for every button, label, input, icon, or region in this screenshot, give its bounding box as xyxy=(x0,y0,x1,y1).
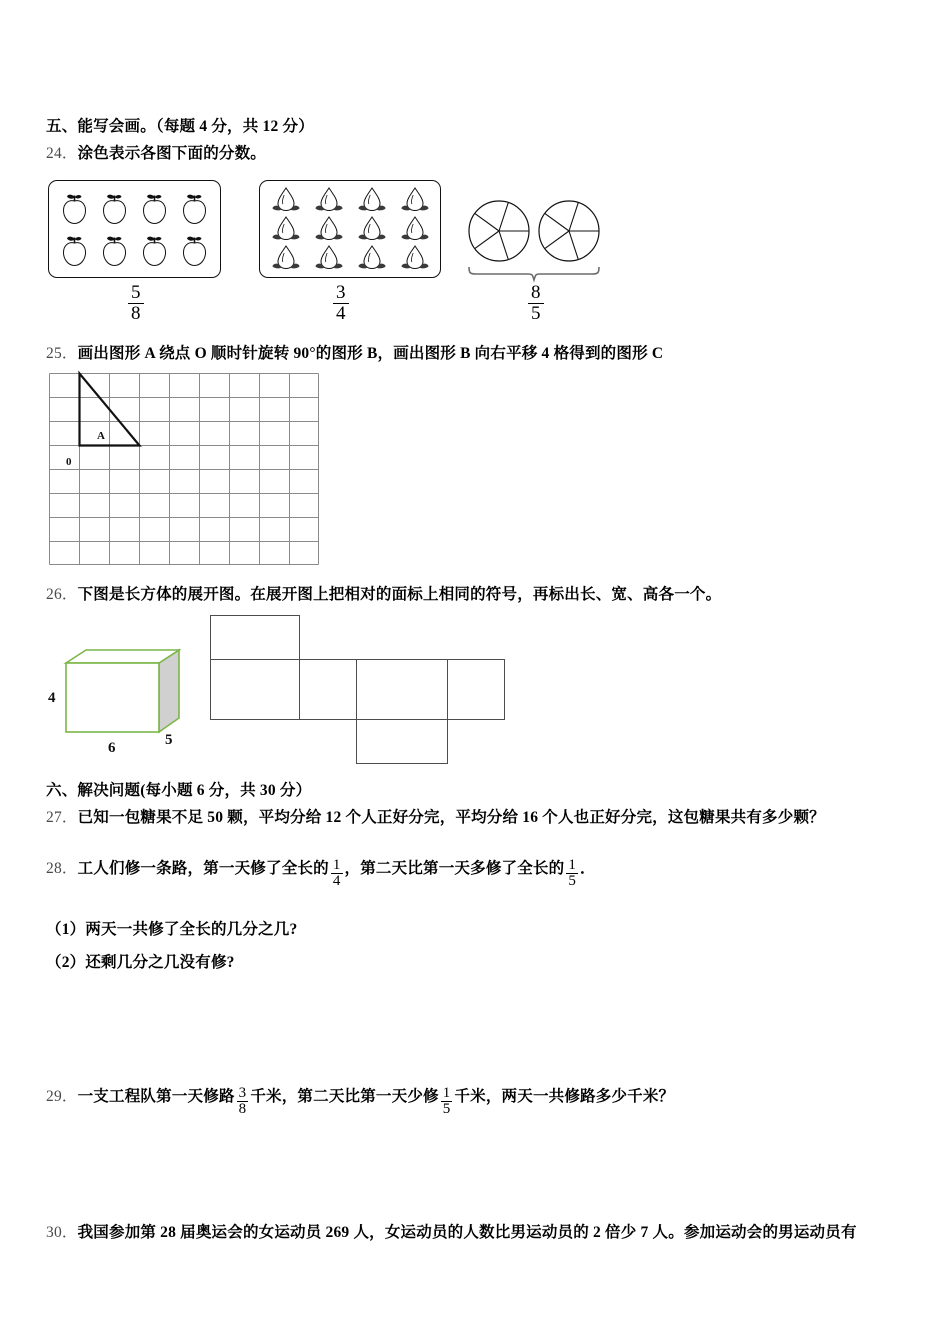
peaches-grid xyxy=(260,181,440,277)
apple-icon xyxy=(179,192,210,225)
peach-icon xyxy=(357,186,387,214)
peach-icon xyxy=(314,215,344,243)
question-29-text-part3: 千米，两天一共修路多少千米？ xyxy=(454,1088,675,1105)
section-five-heading: 五、能写会画。（每题 4 分，共 12 分） xyxy=(46,118,314,135)
apple-icon xyxy=(99,234,130,267)
question-24-line xyxy=(46,145,266,162)
apple-icon xyxy=(59,234,90,267)
question-29-number: 29． xyxy=(46,1088,78,1105)
question-24-text: 涂色表示各图下面的分数。 xyxy=(77,145,267,162)
fraction-denominator: 8 xyxy=(128,303,144,324)
peach-icon xyxy=(271,215,301,243)
net-panel-bottom xyxy=(356,719,448,764)
fraction-numerator: 3 xyxy=(238,1084,247,1101)
box-depth-label: 5 xyxy=(165,732,173,748)
box-right-face xyxy=(159,650,179,732)
question-30-line xyxy=(46,1224,857,1241)
question-29-text-part1: 一支工程队第一天修路 xyxy=(77,1088,235,1105)
apple-icon xyxy=(59,192,90,225)
net-panel-2 xyxy=(299,659,357,720)
question-28-text-part1: 工人们修一条路，第一天修了全长的 xyxy=(77,860,329,877)
question-26-number: 26． xyxy=(46,586,78,603)
box-top-face xyxy=(66,650,179,663)
question-30-text: 我国参加第 28 届奥运会的女运动员 269 人，女运动员的人数比男运动员的 2 倍少 7 人。参加运动会的男运动员有 xyxy=(77,1224,857,1241)
question-27-text: 已知一包糖果不足 50 颗，平均分给 12 个人正好分完，平均分给 16 个人也正好分完，这包糖果共有多少颗？ xyxy=(77,809,825,826)
box-length-label: 6 xyxy=(108,740,116,756)
question-28-sub2: （2）还剩几分之几没有修? xyxy=(46,954,235,971)
fraction-numerator: 8 xyxy=(531,282,541,303)
shape-label-a: A xyxy=(97,430,105,442)
peach-icon xyxy=(400,244,430,272)
fraction-1-5 xyxy=(441,1086,453,1117)
question-26-text: 下图是长方体的展开图。在展开图上把相对的面标上相同的符号，再标出长、宽、高各一个。 xyxy=(77,586,722,603)
peach-icon xyxy=(314,186,344,214)
net-panel-top xyxy=(210,615,300,660)
fraction-numerator: 1 xyxy=(442,1084,451,1101)
question-29-text-part2: 千米，第二天比第一天少修 xyxy=(250,1088,439,1105)
fraction-denominator: 4 xyxy=(332,872,341,889)
fraction-1-4 xyxy=(331,858,343,889)
brace-icon xyxy=(469,267,599,280)
fraction-1-5 xyxy=(566,858,578,889)
section-six-heading: 六、解决问题(每小题 6 分，共 30 分） xyxy=(46,782,312,799)
peach-icon xyxy=(400,215,430,243)
fraction-numerator: 3 xyxy=(336,282,346,303)
question-26-line xyxy=(46,586,721,603)
question-27-number: 27． xyxy=(46,809,78,826)
question-24-number: 24． xyxy=(46,145,78,162)
fraction-denominator: 4 xyxy=(333,303,349,324)
box-front-face xyxy=(66,663,159,732)
fraction-3-4 xyxy=(333,283,349,324)
peach-icon xyxy=(357,244,387,272)
peach-icon xyxy=(271,244,301,272)
question-25-number: 25． xyxy=(46,345,78,362)
question-28-line xyxy=(46,856,596,895)
apple-icon xyxy=(139,234,170,267)
peach-icon xyxy=(357,215,387,243)
net-panel-4 xyxy=(447,659,505,720)
net-panel-1 xyxy=(210,659,300,720)
apple-icon xyxy=(179,234,210,267)
question-28-sub1: （1）两天一共修了全长的几分之几? xyxy=(46,921,298,938)
grid-lines xyxy=(50,374,319,565)
question-29-line xyxy=(46,1084,675,1123)
box-height-label: 4 xyxy=(48,690,56,706)
apples-box xyxy=(48,180,221,278)
fraction-numerator: 1 xyxy=(332,856,341,873)
question-28-text-part2: ，第二天比第一天多修了全长的 xyxy=(344,860,565,877)
circles-group xyxy=(464,198,604,288)
question-28-number: 28． xyxy=(46,860,78,877)
apple-icon xyxy=(139,192,170,225)
question-28-text-part3: ． xyxy=(580,860,596,877)
rectangular-prism-figure xyxy=(46,640,196,755)
fraction-numerator: 5 xyxy=(131,282,141,303)
fraction-3-8 xyxy=(237,1086,249,1117)
fraction-5-8 xyxy=(128,283,144,324)
apples-grid xyxy=(49,181,220,277)
peaches-box xyxy=(259,180,441,278)
rectangular-prism-net xyxy=(210,615,550,765)
question-25-text: 画出图形 A 绕点 O 顺时针旋转 90°的图形 B，画出图形 B 向右平移 4 格得到的图形 C xyxy=(77,345,664,362)
question-25-line xyxy=(46,345,663,362)
fraction-denominator: 8 xyxy=(238,1100,247,1117)
apple-icon xyxy=(99,192,130,225)
peach-icon xyxy=(271,186,301,214)
question-27-line xyxy=(46,809,825,826)
question-30-number: 30． xyxy=(46,1224,78,1241)
net-panel-3 xyxy=(356,659,448,720)
circle-sectors-icon xyxy=(469,201,529,261)
peach-icon xyxy=(314,244,344,272)
peach-icon xyxy=(400,186,430,214)
fraction-denominator: 5 xyxy=(528,303,544,324)
point-label-o: 0 xyxy=(66,456,72,468)
fraction-denominator: 5 xyxy=(568,872,577,889)
fraction-denominator: 5 xyxy=(442,1100,451,1117)
fraction-8-5 xyxy=(528,283,544,324)
q25-grid xyxy=(49,373,319,565)
fraction-numerator: 1 xyxy=(568,856,577,873)
circle-sectors-icon xyxy=(539,201,599,261)
